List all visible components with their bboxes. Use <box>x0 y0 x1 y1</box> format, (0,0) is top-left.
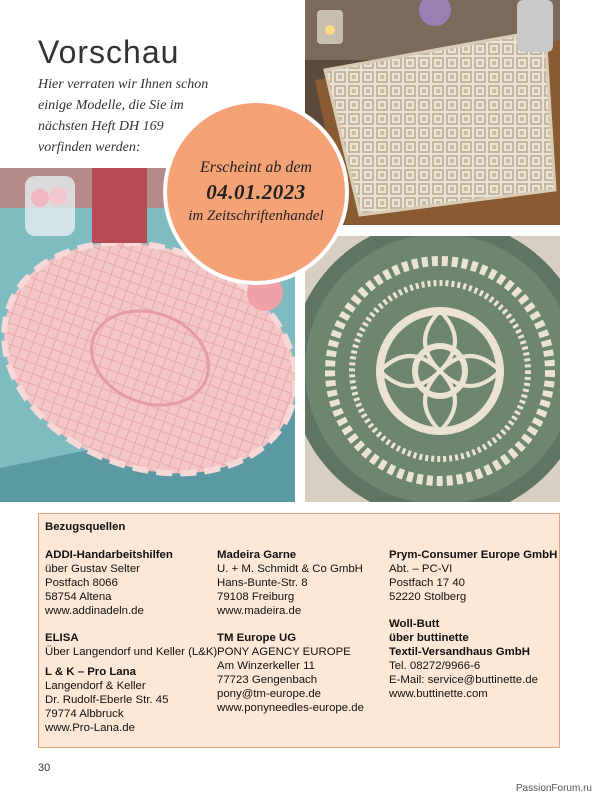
photo-round-cream-doily-graphic <box>305 236 560 502</box>
watermark-text: PassionForum.ru <box>515 783 592 794</box>
supplier-entry <box>389 617 559 701</box>
intro-line: Hier verraten wir Ihnen schon <box>38 77 209 92</box>
supplier-website: www.addinadeln.de <box>45 605 144 617</box>
supplier-line: Abt. – PC-VI <box>389 563 453 575</box>
suppliers-column <box>389 548 559 714</box>
supplier-line: Über Langendorf und Keller (L&K) <box>45 646 218 658</box>
supplier-line: Dr. Rudolf-Eberle Str. 45 <box>45 694 169 706</box>
supplier-email: E-Mail: service@buttinette.de <box>389 674 538 686</box>
supplier-line: 77723 Gengenbach <box>217 674 318 686</box>
badge-line-3: im Zeitschriftenhandel <box>188 208 324 224</box>
supplier-entry <box>217 548 387 618</box>
supplier-line: U. + M. Schmidt & Co GmbH <box>217 563 363 575</box>
supplier-name: Woll-Butt <box>389 618 440 630</box>
page-title: Vorschau <box>38 34 180 70</box>
supplier-line: 79108 Freiburg <box>217 591 295 603</box>
page-number: 30 <box>38 762 51 774</box>
supplier-website: www.madeira.de <box>217 605 302 617</box>
supplier-entry <box>45 665 215 735</box>
supplier-line: Postfach 8066 <box>45 577 118 589</box>
supplier-phone: Tel. 08272/9966-6 <box>389 660 481 672</box>
supplier-name: über buttinette <box>389 632 469 644</box>
supplier-name: ADDI-Handarbeitshilfen <box>45 549 173 561</box>
supplier-line: über Gustav Selter <box>45 563 140 575</box>
supplier-website: www.Pro-Lana.de <box>45 722 135 734</box>
supplier-entry <box>217 631 387 715</box>
supplier-entry <box>389 548 559 604</box>
suppliers-column <box>217 548 387 728</box>
suppliers-column <box>45 548 218 748</box>
supplier-line: 52220 Stolberg <box>389 591 467 603</box>
supplier-line: 58754 Altena <box>45 591 112 603</box>
supplier-name: L & K – Pro Lana <box>45 666 136 678</box>
supplier-name: TM Europe UG <box>217 632 297 644</box>
supplier-line: Langendorf & Keller <box>45 680 146 692</box>
supplier-entry <box>45 631 218 659</box>
supplier-line: PONY AGENCY EUROPE <box>217 646 351 658</box>
suppliers-heading: Bezugsquellen <box>45 521 126 533</box>
supplier-line: Hans-Bunte-Str. 8 <box>217 577 308 589</box>
supplier-website: www.ponyneedles-europe.de <box>217 702 364 714</box>
supplier-name: ELISA <box>45 632 79 644</box>
supplier-line: Postfach 17 40 <box>389 577 465 589</box>
suppliers-box <box>38 513 560 748</box>
badge-date: 04.01.2023 <box>206 180 306 204</box>
intro-line: vorfinden werden: <box>38 140 141 155</box>
supplier-entry <box>45 548 215 618</box>
intro-line: nächsten Heft DH 169 <box>38 119 164 134</box>
supplier-name: Madeira Garne <box>217 549 297 561</box>
supplier-line: 79774 Albbruck <box>45 708 124 720</box>
intro-line: einige Modelle, die Sie im <box>38 98 184 113</box>
supplier-line: Am Winzerkeller 11 <box>217 660 315 672</box>
supplier-name: Prym-Consumer Europe GmbH <box>389 549 558 561</box>
badge-line-1: Erscheint ab dem <box>200 159 312 176</box>
photo-round-cream-doily <box>305 236 560 502</box>
supplier-name: Textil-Versandhaus GmbH <box>389 646 530 658</box>
release-date-badge <box>163 99 349 285</box>
supplier-email: pony@tm-europe.de <box>217 688 322 700</box>
supplier-website: www.buttinette.com <box>389 688 488 700</box>
